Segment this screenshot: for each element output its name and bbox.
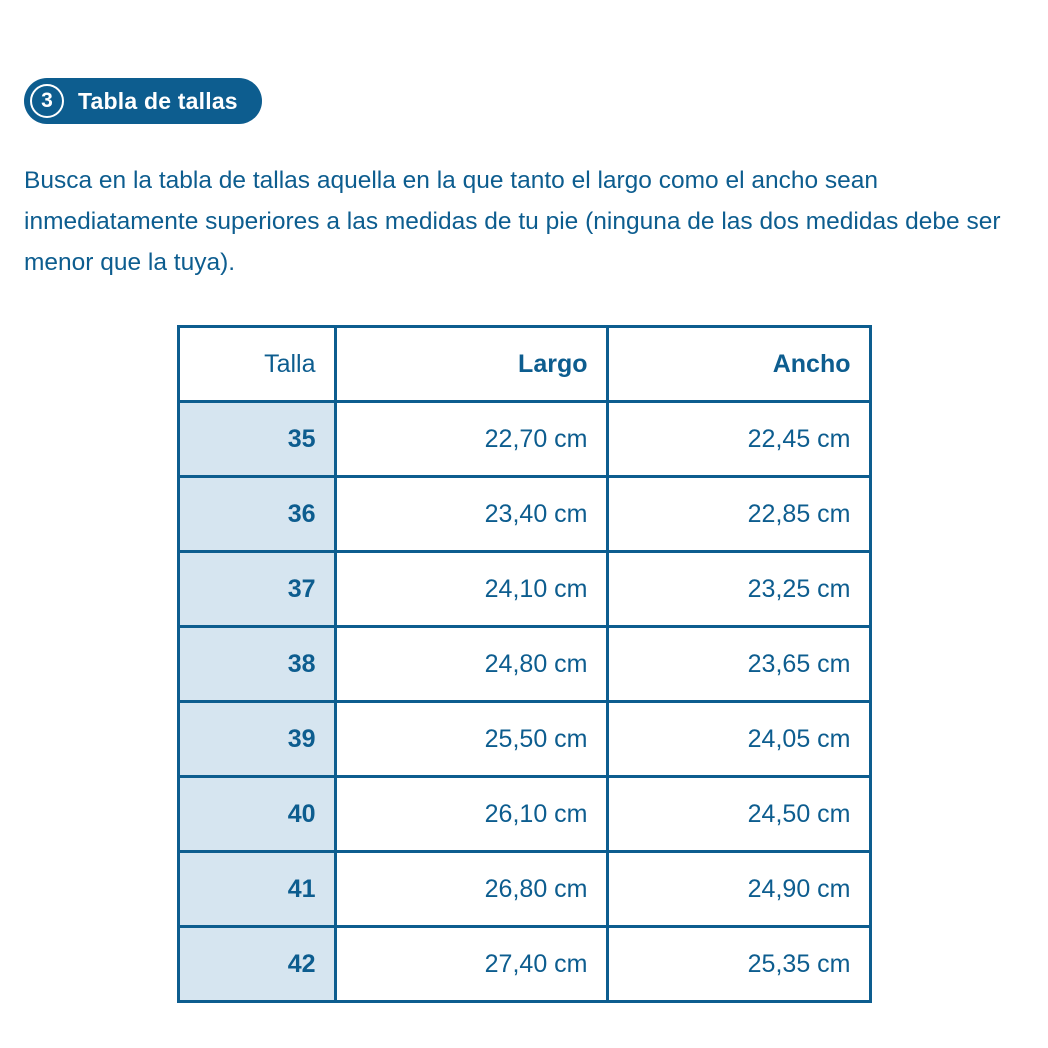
- cell-talla: 40: [178, 777, 335, 852]
- step-title: Tabla de tallas: [78, 87, 238, 114]
- cell-talla: 36: [178, 477, 335, 552]
- step-number-badge: 3: [30, 84, 64, 118]
- cell-ancho: 24,50 cm: [607, 777, 870, 852]
- cell-largo: 24,10 cm: [335, 552, 607, 627]
- cell-ancho: 24,05 cm: [607, 702, 870, 777]
- cell-ancho: 22,85 cm: [607, 477, 870, 552]
- table-row: [178, 627, 870, 702]
- cell-largo: 24,80 cm: [335, 627, 607, 702]
- table-row: [178, 402, 870, 477]
- size-table-body: [178, 402, 870, 1002]
- cell-talla: 38: [178, 627, 335, 702]
- table-row: [178, 477, 870, 552]
- table-row: [178, 852, 870, 927]
- cell-talla: 39: [178, 702, 335, 777]
- cell-ancho: 23,65 cm: [607, 627, 870, 702]
- intro-paragraph: Busca en la tabla de tallas aquella en la que tanto el largo como el ancho sean inmediatamente superiores a las medidas de tu pie (ninguna de las dos medidas debe ser menor que la tuya).: [24, 167, 1001, 276]
- cell-talla: 42: [178, 927, 335, 1002]
- cell-ancho: 22,45 cm: [607, 402, 870, 477]
- cell-ancho: 24,90 cm: [607, 852, 870, 927]
- column-header-talla: Talla: [178, 327, 335, 402]
- table-row: [178, 702, 870, 777]
- cell-largo: 26,80 cm: [335, 852, 607, 927]
- cell-largo: 27,40 cm: [335, 927, 607, 1002]
- cell-largo: 26,10 cm: [335, 777, 607, 852]
- cell-largo: 25,50 cm: [335, 702, 607, 777]
- cell-ancho: 25,35 cm: [607, 927, 870, 1002]
- size-table-container: [24, 325, 1024, 1003]
- cell-talla: 37: [178, 552, 335, 627]
- cell-largo: 23,40 cm: [335, 477, 607, 552]
- cell-talla: 35: [178, 402, 335, 477]
- table-row: [178, 552, 870, 627]
- cell-largo: 22,70 cm: [335, 402, 607, 477]
- size-table-head: [178, 327, 870, 402]
- table-row: [178, 777, 870, 852]
- column-header-ancho: Ancho: [607, 327, 870, 402]
- table-header-row: [178, 327, 870, 402]
- column-header-largo: Largo: [335, 327, 607, 402]
- table-row: [178, 927, 870, 1002]
- cell-talla: 41: [178, 852, 335, 927]
- cell-ancho: 23,25 cm: [607, 552, 870, 627]
- size-table: [177, 325, 872, 1003]
- step-header: [24, 78, 262, 124]
